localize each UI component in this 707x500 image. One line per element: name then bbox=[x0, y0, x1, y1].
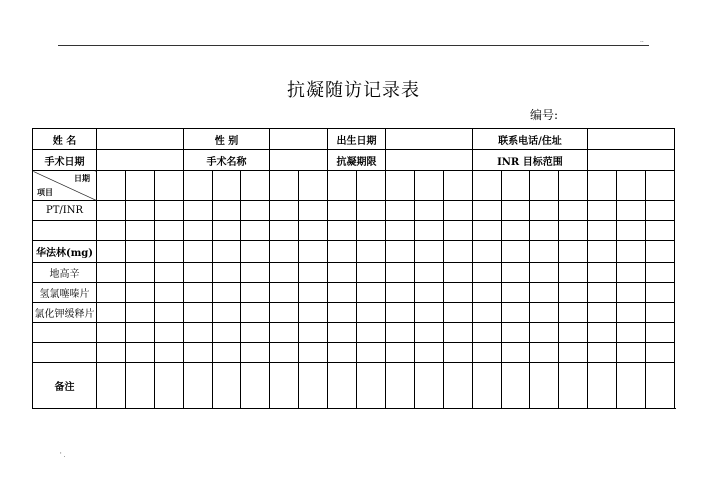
value-cell[interactable] bbox=[212, 263, 241, 283]
value-cell[interactable] bbox=[443, 363, 472, 409]
value-cell[interactable] bbox=[125, 241, 154, 263]
value-cell[interactable] bbox=[414, 323, 443, 343]
value-cell[interactable] bbox=[617, 363, 646, 409]
value-cell[interactable] bbox=[385, 241, 414, 263]
value-cell[interactable] bbox=[97, 323, 126, 343]
date-cell[interactable] bbox=[501, 171, 530, 201]
date-cell[interactable] bbox=[588, 171, 617, 201]
value-cell[interactable] bbox=[270, 343, 299, 363]
item-row bbox=[33, 303, 675, 323]
date-cell[interactable] bbox=[241, 171, 270, 201]
value-cell[interactable] bbox=[646, 343, 675, 363]
value-cell[interactable] bbox=[472, 303, 501, 323]
date-cell[interactable] bbox=[414, 171, 443, 201]
value-cell[interactable] bbox=[97, 221, 126, 241]
value-cell[interactable] bbox=[530, 343, 559, 363]
value-cell[interactable] bbox=[212, 283, 241, 303]
value-cell[interactable] bbox=[299, 241, 328, 263]
value-cell[interactable] bbox=[97, 241, 126, 263]
value-cell[interactable] bbox=[97, 201, 126, 221]
value-cell[interactable] bbox=[472, 283, 501, 303]
date-cell[interactable] bbox=[617, 171, 646, 201]
value-cell[interactable] bbox=[183, 363, 212, 409]
value-cell[interactable] bbox=[472, 323, 501, 343]
value-cell[interactable] bbox=[588, 263, 617, 283]
header-row-2 bbox=[33, 150, 675, 171]
value-cell[interactable] bbox=[385, 221, 414, 241]
value-cell[interactable] bbox=[357, 241, 386, 263]
name-field[interactable] bbox=[97, 129, 184, 150]
birth-date-label: 出生日期 bbox=[328, 129, 386, 150]
surgery-date-field[interactable] bbox=[97, 150, 184, 171]
value-cell[interactable] bbox=[530, 263, 559, 283]
value-cell[interactable] bbox=[270, 303, 299, 323]
value-cell[interactable] bbox=[385, 303, 414, 323]
value-cell[interactable] bbox=[328, 363, 357, 409]
value-cell[interactable] bbox=[241, 283, 270, 303]
surgery-date-label: 手术日期 bbox=[33, 150, 97, 171]
value-cell[interactable] bbox=[501, 363, 530, 409]
value-cell[interactable] bbox=[414, 303, 443, 323]
value-cell[interactable] bbox=[559, 263, 588, 283]
date-cell[interactable] bbox=[472, 171, 501, 201]
value-cell[interactable] bbox=[97, 303, 126, 323]
value-cell[interactable] bbox=[183, 303, 212, 323]
date-cell[interactable] bbox=[646, 171, 675, 201]
anticoag-period-field[interactable] bbox=[385, 150, 472, 171]
value-cell[interactable] bbox=[443, 283, 472, 303]
value-cell[interactable] bbox=[588, 363, 617, 409]
value-cell[interactable] bbox=[270, 201, 299, 221]
value-cell[interactable] bbox=[241, 363, 270, 409]
value-cell[interactable] bbox=[414, 263, 443, 283]
date-cell[interactable] bbox=[270, 171, 299, 201]
value-cell[interactable] bbox=[241, 303, 270, 323]
value-cell[interactable] bbox=[472, 263, 501, 283]
value-cell[interactable] bbox=[530, 323, 559, 343]
value-cell[interactable] bbox=[212, 201, 241, 221]
value-cell[interactable] bbox=[646, 201, 675, 221]
value-cell[interactable] bbox=[125, 201, 154, 221]
row-label: 氯化钾缓释片 bbox=[33, 303, 97, 323]
value-cell[interactable] bbox=[617, 221, 646, 241]
corner-item-label: 项目 bbox=[37, 187, 53, 197]
value-cell[interactable] bbox=[212, 363, 241, 409]
gender-label: 性 别 bbox=[183, 129, 270, 150]
value-cell[interactable] bbox=[154, 241, 183, 263]
value-cell[interactable] bbox=[328, 303, 357, 323]
item-row bbox=[33, 343, 675, 363]
value-cell[interactable] bbox=[125, 263, 154, 283]
value-cell[interactable] bbox=[299, 323, 328, 343]
value-cell[interactable] bbox=[183, 283, 212, 303]
value-cell[interactable] bbox=[472, 343, 501, 363]
value-cell[interactable] bbox=[183, 201, 212, 221]
row-label: 备注 bbox=[33, 363, 97, 409]
value-cell[interactable] bbox=[270, 263, 299, 283]
corner-date-label: 日期 bbox=[74, 173, 90, 183]
value-cell[interactable] bbox=[646, 323, 675, 343]
item-row bbox=[33, 221, 675, 241]
value-cell[interactable] bbox=[357, 303, 386, 323]
value-cell[interactable] bbox=[270, 323, 299, 343]
value-cell[interactable] bbox=[154, 343, 183, 363]
value-cell[interactable] bbox=[183, 221, 212, 241]
value-cell[interactable] bbox=[241, 263, 270, 283]
value-cell[interactable] bbox=[443, 201, 472, 221]
value-cell[interactable] bbox=[328, 263, 357, 283]
value-cell[interactable] bbox=[357, 363, 386, 409]
value-cell[interactable] bbox=[559, 283, 588, 303]
date-cell[interactable] bbox=[559, 171, 588, 201]
value-cell[interactable] bbox=[472, 201, 501, 221]
item-row bbox=[33, 283, 675, 303]
value-cell[interactable] bbox=[241, 343, 270, 363]
value-cell[interactable] bbox=[588, 221, 617, 241]
date-cell[interactable] bbox=[97, 171, 126, 201]
birth-date-field[interactable] bbox=[385, 129, 472, 150]
value-cell[interactable] bbox=[385, 323, 414, 343]
value-cell[interactable] bbox=[154, 323, 183, 343]
date-cell[interactable] bbox=[125, 171, 154, 201]
followup-form-table bbox=[32, 128, 675, 409]
value-cell[interactable] bbox=[212, 323, 241, 343]
surgery-name-label: 手术名称 bbox=[183, 150, 270, 171]
inr-range-field[interactable] bbox=[588, 150, 675, 171]
value-cell[interactable] bbox=[270, 363, 299, 409]
value-cell[interactable] bbox=[588, 241, 617, 263]
value-cell[interactable] bbox=[530, 363, 559, 409]
value-cell[interactable] bbox=[530, 241, 559, 263]
value-cell[interactable] bbox=[559, 323, 588, 343]
date-cell[interactable] bbox=[212, 171, 241, 201]
date-cell[interactable] bbox=[183, 171, 212, 201]
name-label: 姓 名 bbox=[33, 129, 97, 150]
value-cell[interactable] bbox=[501, 263, 530, 283]
value-cell[interactable] bbox=[588, 283, 617, 303]
value-cell[interactable] bbox=[357, 201, 386, 221]
value-cell[interactable] bbox=[588, 323, 617, 343]
value-cell[interactable] bbox=[154, 303, 183, 323]
value-cell[interactable] bbox=[125, 363, 154, 409]
value-cell[interactable] bbox=[646, 303, 675, 323]
value-cell[interactable] bbox=[617, 343, 646, 363]
value-cell[interactable] bbox=[646, 241, 675, 263]
value-cell[interactable] bbox=[530, 221, 559, 241]
value-cell[interactable] bbox=[617, 303, 646, 323]
value-cell[interactable] bbox=[501, 201, 530, 221]
value-cell[interactable] bbox=[443, 303, 472, 323]
date-cell[interactable] bbox=[385, 171, 414, 201]
value-cell[interactable] bbox=[617, 201, 646, 221]
value-cell[interactable] bbox=[559, 303, 588, 323]
value-cell[interactable] bbox=[588, 201, 617, 221]
value-cell[interactable] bbox=[646, 221, 675, 241]
value-cell[interactable] bbox=[212, 303, 241, 323]
row-label: PT/INR bbox=[33, 201, 97, 221]
value-cell[interactable] bbox=[241, 241, 270, 263]
value-cell[interactable] bbox=[328, 343, 357, 363]
value-cell[interactable] bbox=[443, 343, 472, 363]
value-cell[interactable] bbox=[125, 303, 154, 323]
value-cell[interactable] bbox=[559, 221, 588, 241]
value-cell[interactable] bbox=[357, 343, 386, 363]
row-label bbox=[33, 221, 97, 241]
item-row bbox=[33, 323, 675, 343]
value-cell[interactable] bbox=[443, 221, 472, 241]
value-cell[interactable] bbox=[617, 323, 646, 343]
value-cell[interactable] bbox=[588, 303, 617, 323]
value-cell[interactable] bbox=[385, 201, 414, 221]
value-cell[interactable] bbox=[472, 241, 501, 263]
date-item-corner-cell bbox=[33, 171, 97, 201]
value-cell[interactable] bbox=[617, 263, 646, 283]
value-cell[interactable] bbox=[125, 221, 154, 241]
value-cell[interactable] bbox=[154, 283, 183, 303]
value-cell[interactable] bbox=[501, 221, 530, 241]
value-cell[interactable] bbox=[125, 323, 154, 343]
value-cell[interactable] bbox=[183, 323, 212, 343]
value-cell[interactable] bbox=[385, 363, 414, 409]
value-cell[interactable] bbox=[357, 221, 386, 241]
row-label: 华法林(mg) bbox=[33, 241, 97, 263]
value-cell[interactable] bbox=[183, 263, 212, 283]
value-cell[interactable] bbox=[501, 241, 530, 263]
date-cell[interactable] bbox=[443, 171, 472, 201]
value-cell[interactable] bbox=[501, 283, 530, 303]
value-cell[interactable] bbox=[530, 201, 559, 221]
row-label bbox=[33, 323, 97, 343]
value-cell[interactable] bbox=[501, 323, 530, 343]
value-cell[interactable] bbox=[270, 241, 299, 263]
page-title: 抗凝随访记录表 bbox=[287, 80, 420, 101]
value-cell[interactable] bbox=[241, 221, 270, 241]
value-cell[interactable] bbox=[299, 221, 328, 241]
value-cell[interactable] bbox=[414, 343, 443, 363]
value-cell[interactable] bbox=[97, 283, 126, 303]
value-cell[interactable] bbox=[530, 283, 559, 303]
item-row bbox=[33, 201, 675, 221]
value-cell[interactable] bbox=[328, 323, 357, 343]
value-cell[interactable] bbox=[183, 241, 212, 263]
value-cell[interactable] bbox=[328, 283, 357, 303]
anticoag-period-label: 抗凝期限 bbox=[328, 150, 386, 171]
value-cell[interactable] bbox=[212, 241, 241, 263]
date-cell[interactable] bbox=[299, 171, 328, 201]
value-cell[interactable] bbox=[299, 283, 328, 303]
value-cell[interactable] bbox=[559, 343, 588, 363]
corner-mark: .. bbox=[640, 37, 644, 44]
value-cell[interactable] bbox=[559, 201, 588, 221]
value-cell[interactable] bbox=[183, 343, 212, 363]
value-cell[interactable] bbox=[328, 241, 357, 263]
value-cell[interactable] bbox=[328, 201, 357, 221]
value-cell[interactable] bbox=[414, 363, 443, 409]
contact-label: 联系电话/住址 bbox=[472, 129, 588, 150]
top-rule bbox=[58, 45, 649, 46]
value-cell[interactable] bbox=[414, 241, 443, 263]
value-cell[interactable] bbox=[357, 283, 386, 303]
value-cell[interactable] bbox=[212, 343, 241, 363]
date-header-row bbox=[33, 171, 675, 201]
value-cell[interactable] bbox=[385, 283, 414, 303]
value-cell[interactable] bbox=[646, 363, 675, 409]
row-label bbox=[33, 343, 97, 363]
value-cell[interactable] bbox=[97, 263, 126, 283]
value-cell[interactable] bbox=[357, 323, 386, 343]
item-row bbox=[33, 241, 675, 263]
header-row-1 bbox=[33, 129, 675, 150]
value-cell[interactable] bbox=[154, 263, 183, 283]
surgery-name-field[interactable] bbox=[270, 150, 328, 171]
serial-number-label: 编号: bbox=[530, 108, 559, 122]
corner-mark-bottom: ' . bbox=[60, 452, 66, 459]
value-cell[interactable] bbox=[212, 221, 241, 241]
value-cell[interactable] bbox=[299, 303, 328, 323]
gender-field[interactable] bbox=[270, 129, 328, 150]
value-cell[interactable] bbox=[559, 363, 588, 409]
value-cell[interactable] bbox=[617, 283, 646, 303]
value-cell[interactable] bbox=[97, 343, 126, 363]
value-cell[interactable] bbox=[530, 303, 559, 323]
value-cell[interactable] bbox=[385, 343, 414, 363]
value-cell[interactable] bbox=[617, 241, 646, 263]
value-cell[interactable] bbox=[646, 263, 675, 283]
row-label: 氢氯噻嗪片 bbox=[33, 283, 97, 303]
value-cell[interactable] bbox=[588, 343, 617, 363]
date-cell[interactable] bbox=[530, 171, 559, 201]
value-cell[interactable] bbox=[328, 221, 357, 241]
row-label: 地高辛 bbox=[33, 263, 97, 283]
inr-range-label: INR 目标范围 bbox=[472, 150, 588, 171]
value-cell[interactable] bbox=[472, 363, 501, 409]
value-cell[interactable] bbox=[125, 283, 154, 303]
value-cell[interactable] bbox=[501, 303, 530, 323]
value-cell[interactable] bbox=[385, 263, 414, 283]
date-cell[interactable] bbox=[154, 171, 183, 201]
value-cell[interactable] bbox=[443, 263, 472, 283]
value-cell[interactable] bbox=[97, 363, 126, 409]
value-cell[interactable] bbox=[414, 221, 443, 241]
value-cell[interactable] bbox=[299, 201, 328, 221]
value-cell[interactable] bbox=[154, 363, 183, 409]
value-cell[interactable] bbox=[270, 221, 299, 241]
value-cell[interactable] bbox=[559, 241, 588, 263]
value-cell[interactable] bbox=[472, 221, 501, 241]
value-cell[interactable] bbox=[125, 343, 154, 363]
item-row bbox=[33, 263, 675, 283]
value-cell[interactable] bbox=[443, 323, 472, 343]
value-cell[interactable] bbox=[357, 263, 386, 283]
value-cell[interactable] bbox=[270, 283, 299, 303]
value-cell[interactable] bbox=[241, 201, 270, 221]
date-cell[interactable] bbox=[357, 171, 386, 201]
value-cell[interactable] bbox=[154, 221, 183, 241]
date-cell[interactable] bbox=[328, 171, 357, 201]
value-cell[interactable] bbox=[501, 343, 530, 363]
value-cell[interactable] bbox=[154, 201, 183, 221]
value-cell[interactable] bbox=[414, 283, 443, 303]
item-row bbox=[33, 363, 675, 409]
value-cell[interactable] bbox=[241, 323, 270, 343]
value-cell[interactable] bbox=[443, 241, 472, 263]
value-cell[interactable] bbox=[299, 363, 328, 409]
contact-field[interactable] bbox=[588, 129, 675, 150]
value-cell[interactable] bbox=[646, 283, 675, 303]
value-cell[interactable] bbox=[414, 201, 443, 221]
value-cell[interactable] bbox=[299, 263, 328, 283]
value-cell[interactable] bbox=[299, 343, 328, 363]
